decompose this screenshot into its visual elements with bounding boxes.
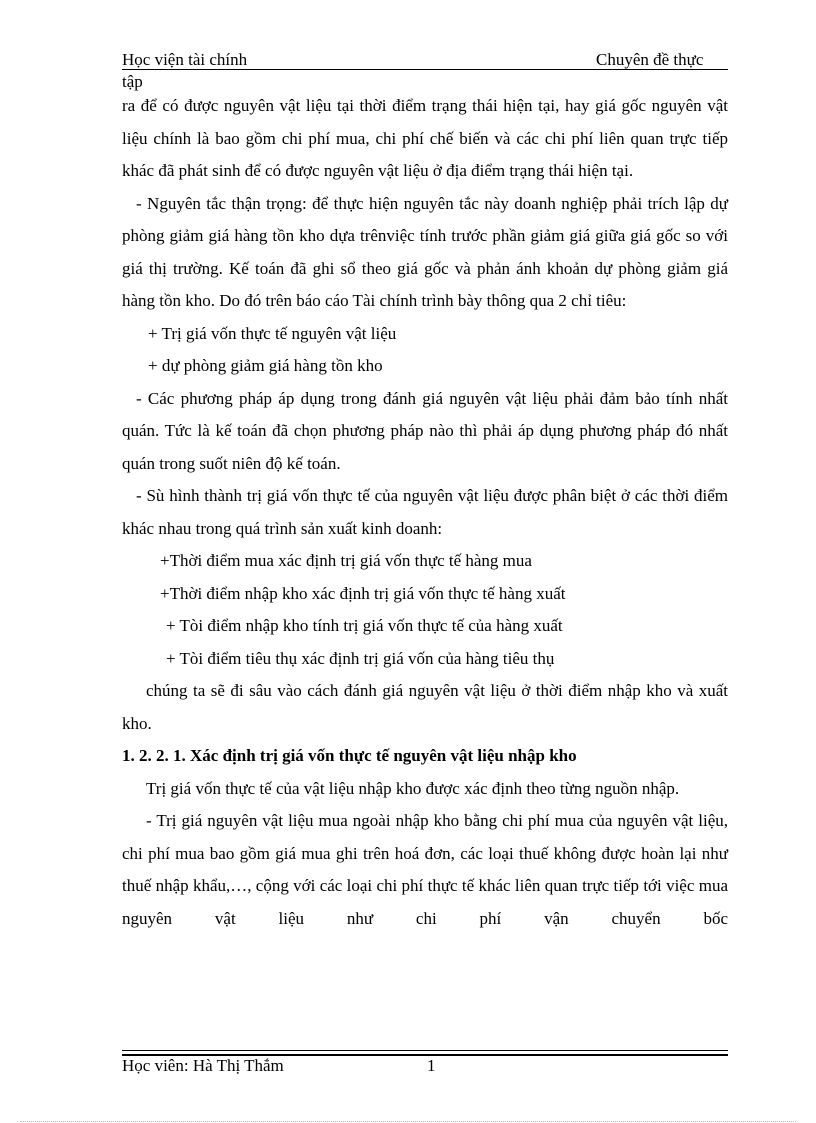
section-heading: 1. 2. 2. 1. Xác định trị giá vốn thực tế nguyên vật liệu nhập kho: [122, 746, 577, 765]
header-right: Chuyên đề thực: [596, 50, 704, 69]
paragraph: - Các phương pháp áp dụng trong đánh giá nguyên vật liệu phải đảm bảo tính nhất quán. Tức là kế toán đã chọn phương pháp nào thì phải áp dụng phương pháp đó nhất quán trong suốt niên độ kế toán.: [122, 388, 728, 473]
list-item: + Trị giá vốn thực tế nguyên vật liệu: [148, 323, 397, 343]
page-edge-divider: [20, 1121, 796, 1122]
paragraph: - Sù hình thành trị giá vốn thực tế của nguyên vật liệu được phân biệt ở các thời điểm khác nhau trong quá trình sản xuất kinh doanh:: [122, 486, 728, 538]
paragraph: Trị giá vốn thực tế của vật liệu nhập kho được xác định theo từng nguồn nhập.: [146, 778, 680, 798]
header-rule: [122, 69, 728, 70]
list-item: + dự phòng giảm giá hàng tồn kho: [148, 356, 383, 375]
list-item: +Thời điểm mua xác định trị giá vốn thực tế hàng mua: [160, 551, 532, 570]
page-number: 1: [427, 1056, 436, 1075]
paragraph: - Trị giá nguyên vật liệu mua ngoài nhập kho bằng chi phí mua của nguyên vật liệu, chi phí mua bao gồm giá mua ghi trên hoá đơn, các loại thuế không được hoàn lại như thuế nhập khẩu,…, cộng với các loại chi phí thực tế khác liên quan trực tiếp tới việc mua nguyên vật liệu như chi phí vận chuyển bốc: [122, 811, 728, 928]
list-item: + Tòi điểm nhập kho tính trị giá vốn thực tế của hàng xuất: [166, 616, 563, 635]
paragraph: ra để có được nguyên vật liệu tại thời điểm trạng thái hiện tại, hay giá gốc nguyên vật liệu chính là bao gồm chi phí mua, chi phí chế biến và các chi phí liên quan trực tiếp khác đã phát sinh để có được nguyên vật liệu ở địa điểm trạng thái hiện tại.: [122, 96, 728, 180]
header-right-continuation: tập: [122, 72, 143, 91]
page-body: [122, 90, 728, 935]
paragraph: chúng ta sẽ đi sâu vào cách đánh giá nguyên vật liệu ở thời điểm nhập kho và xuất kho.: [122, 681, 728, 733]
footer-rule: [122, 1050, 728, 1051]
paragraph: - Nguyên tắc thận trọng: để thực hiện nguyên tắc này doanh nghiệp phải trích lập dự phòng giảm giá hàng tồn kho dựa trênviệc tính trước phần giảm giá giữa giá gốc so với giá thị trường. Kế toán đã ghi sổ theo giá gốc và phản ánh khoản dự phòng giảm giá hàng tồn kho. Do đó trên báo cáo Tài chính trình bày thông qua 2 chỉ tiêu:: [122, 193, 728, 310]
list-item: +Thời điểm nhập kho xác định trị giá vốn thực tế hàng xuất: [160, 583, 566, 603]
header-left: Học viện tài chính: [122, 50, 248, 69]
footer-author: Học viên: Hà Thị Thắm: [122, 1056, 284, 1075]
list-item: + Tòi điểm tiêu thụ xác định trị giá vốn của hàng tiêu thụ: [166, 648, 555, 668]
